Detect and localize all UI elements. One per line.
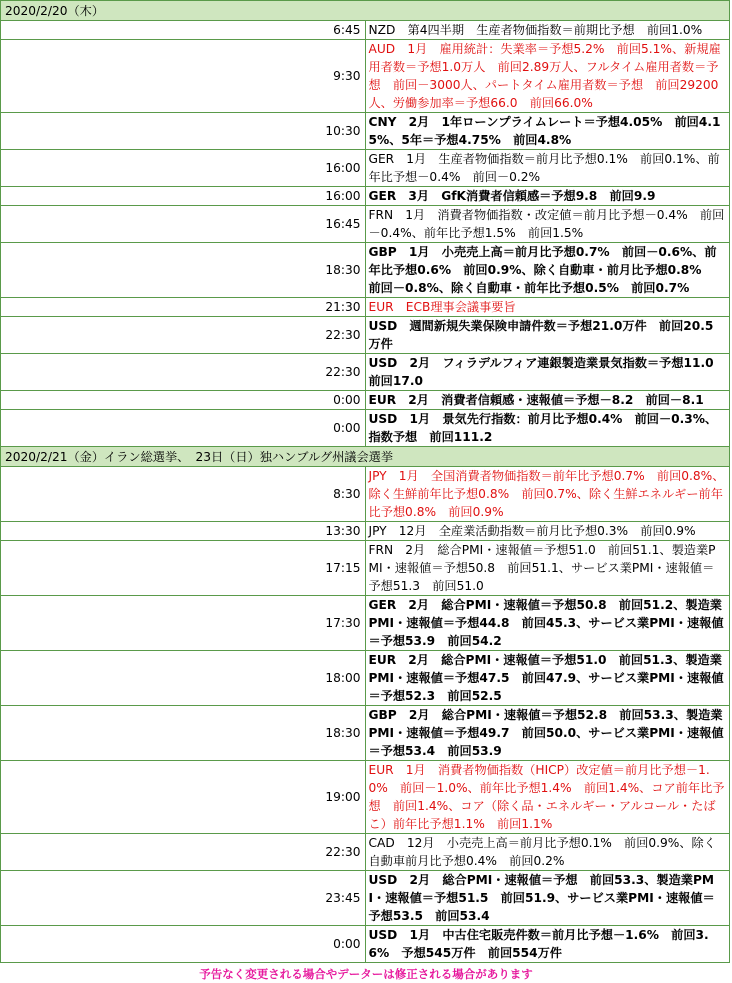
event-row [1, 40, 730, 113]
event-description: GER 2月 総合PMI・速報値＝予想50.8 前回51.2、製造業PMI・速報値＝予想44.8 前回45.3、サービス業PMI・速報値＝予想53.9 前回54.2 [365, 596, 730, 651]
event-row [1, 187, 730, 206]
event-description: AUD 1月 雇用統計：失業率＝予想5.2% 前回5.1%、新規雇用者数＝予想1.0万人 前回2.89万人、フルタイム雇用者数＝予想 前回－3000人、パートタイム雇用者数＝予想 前回29200人、労働参加率＝予想66.0 前回66.0% [365, 40, 730, 113]
event-row [1, 651, 730, 706]
event-description: USD 1月 中古住宅販売件数＝前月比予想－1.6% 前回3.6% 予想545万件 前回554万件 [365, 926, 730, 963]
event-description: USD 1月 景気先行指数：前月比予想0.4% 前回－0.3%、指数予想 前回111.2 [365, 410, 730, 447]
event-description: JPY 12月 全産業活動指数＝前月比予想0.3% 前回0.9% [365, 522, 730, 541]
event-time: 22:30 [1, 317, 366, 354]
event-row [1, 596, 730, 651]
event-row [1, 113, 730, 150]
event-row [1, 150, 730, 187]
event-row [1, 354, 730, 391]
event-row [1, 206, 730, 243]
event-description: EUR 1月 消費者物価指数（HICP）改定値＝前月比予想－1.0% 前回－1.0%、前年比予想1.4% 前回1.4%、コア前年比予想 前回1.4%、コア（除く品・エネルギー・アルコール・たばこ）前年比予想1.1% 前回1.1% [365, 761, 730, 834]
event-description: GER 3月 GfK消費者信頼感＝予想9.8 前回9.9 [365, 187, 730, 206]
event-time: 21:30 [1, 298, 366, 317]
event-time: 6:45 [1, 21, 366, 40]
event-time: 0:00 [1, 926, 366, 963]
event-row [1, 21, 730, 40]
event-description: CAD 12月 小売売上高＝前月比予想0.1% 前回0.9%、除く自動車前月比予想0.4% 前回0.2% [365, 834, 730, 871]
event-row [1, 926, 730, 963]
event-time: 16:00 [1, 187, 366, 206]
event-row [1, 871, 730, 926]
event-description: EUR 2月 総合PMI・速報値＝予想51.0 前回51.3、製造業PMI・速報値＝予想47.5 前回47.9、サービス業PMI・速報値＝予想52.3 前回52.5 [365, 651, 730, 706]
date-header-row [1, 447, 730, 467]
event-description: USD 2月 総合PMI・速報値＝予想 前回53.3、製造業PMI・速報値＝予想51.5 前回51.9、サービス業PMI・速報値＝予想53.5 前回53.4 [365, 871, 730, 926]
date-header: 2020/2/20（木） [1, 1, 730, 21]
event-description: USD 週間新規失業保険申請件数＝予想21.0万件 前回20.5万件 [365, 317, 730, 354]
event-row [1, 317, 730, 354]
event-time: 16:00 [1, 150, 366, 187]
event-time: 22:30 [1, 354, 366, 391]
event-description: EUR ECB理事会議事要旨 [365, 298, 730, 317]
event-time: 18:30 [1, 243, 366, 298]
event-time: 10:30 [1, 113, 366, 150]
event-time: 19:00 [1, 761, 366, 834]
event-time: 9:30 [1, 40, 366, 113]
event-time: 18:00 [1, 651, 366, 706]
event-time: 18:30 [1, 706, 366, 761]
event-description: FRN 1月 消費者物価指数・改定値＝前月比予想－0.4% 前回－0.4%、前年比予想1.5% 前回1.5% [365, 206, 730, 243]
event-time: 13:30 [1, 522, 366, 541]
date-header-row [1, 1, 730, 21]
event-row [1, 834, 730, 871]
event-time: 0:00 [1, 391, 366, 410]
event-description: NZD 第4四半期 生産者物価指数＝前期比予想 前回1.0% [365, 21, 730, 40]
event-row [1, 410, 730, 447]
event-description: USD 2月 フィラデルフィア連銀製造業景気指数＝予想11.0 前回17.0 [365, 354, 730, 391]
event-row [1, 391, 730, 410]
event-time: 0:00 [1, 410, 366, 447]
event-time: 16:45 [1, 206, 366, 243]
event-row [1, 761, 730, 834]
event-description: JPY 1月 全国消費者物価指数＝前年比予想0.7% 前回0.8%、除く生鮮前年比予想0.8% 前回0.7%、除く生鮮エネルギー前年比予想0.8% 前回0.9% [365, 467, 730, 522]
event-description: CNY 2月 1年ローンプライムレート＝予想4.05% 前回4.15%、5年＝予想4.75% 前回4.8% [365, 113, 730, 150]
disclaimer-footer: 予告なく変更される場合やデーターは修正される場合があります [199, 967, 533, 981]
event-row [1, 243, 730, 298]
date-header: 2020/2/21（金）イラン総選挙、 23日（日）独ハンブルグ州議会選挙 [1, 447, 730, 467]
event-time: 23:45 [1, 871, 366, 926]
event-row [1, 467, 730, 522]
event-row [1, 706, 730, 761]
event-time: 17:30 [1, 596, 366, 651]
event-row [1, 522, 730, 541]
event-description: EUR 2月 消費者信頼感・速報値＝予想－8.2 前回－8.1 [365, 391, 730, 410]
event-time: 17:15 [1, 541, 366, 596]
event-description: GER 1月 生産者物価指数＝前月比予想0.1% 前回0.1%、前年比予想－0.4% 前回－0.2% [365, 150, 730, 187]
event-time: 22:30 [1, 834, 366, 871]
event-description: GBP 2月 総合PMI・速報値＝予想52.8 前回53.3、製造業PMI・速報値＝予想49.7 前回50.0、サービス業PMI・速報値＝予想53.4 前回53.9 [365, 706, 730, 761]
event-row [1, 541, 730, 596]
event-description: GBP 1月 小売売上高＝前月比予想0.7% 前回－0.6%、前年比予想0.6% 前回0.9%、除く自動車・前月比予想0.8% 前回－0.8%、除く自動車・前年比予想0.5% 前回0.7% [365, 243, 730, 298]
event-description: FRN 2月 総合PMI・速報値＝予想51.0 前回51.1、製造業PMI・速報値＝予想50.8 前回51.1、サービス業PMI・速報値＝予想51.3 前回51.0 [365, 541, 730, 596]
calendar-body [1, 1, 730, 963]
event-time: 8:30 [1, 467, 366, 522]
event-row [1, 298, 730, 317]
